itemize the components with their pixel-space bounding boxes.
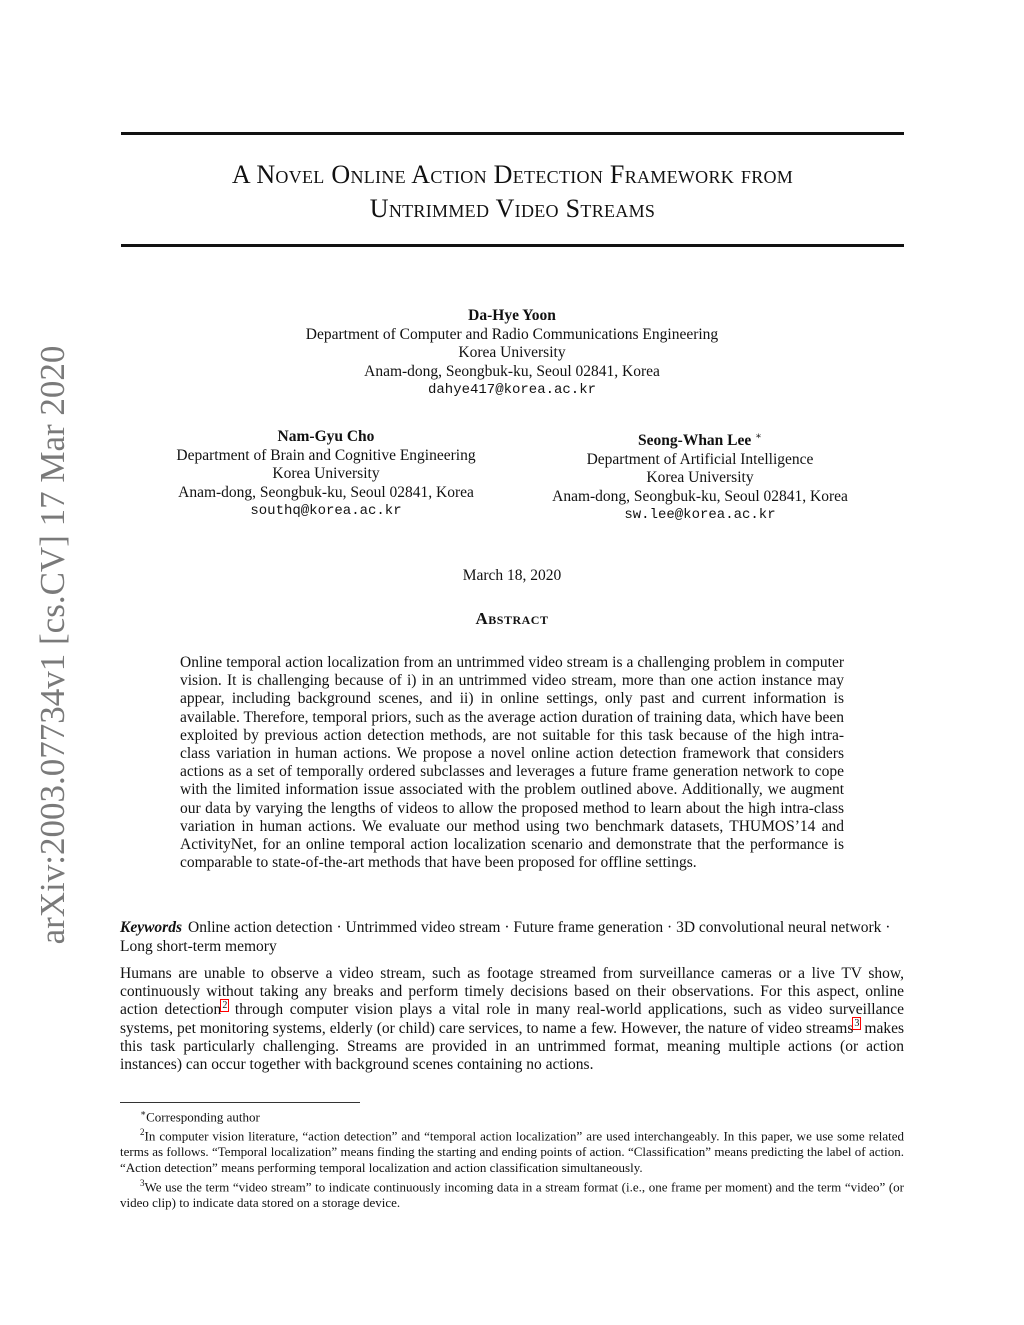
author-department: Department of Artificial Intelligence: [586, 450, 814, 468]
author-name-line: [520, 428, 880, 451]
arxiv-identifier: arXiv:2003.07734v1 [cs.CV] 17 Mar 2020: [33, 345, 72, 945]
paper-title: [121, 158, 904, 226]
author-university: Korea University: [458, 344, 566, 361]
footnote-2: [120, 1125, 904, 1176]
keywords-label: Keywords: [120, 919, 182, 936]
author-email[interactable]: southq@korea.ac.kr: [250, 503, 402, 519]
footnote-divider: [120, 1102, 360, 1103]
title-rule-top: [121, 132, 904, 135]
author-block-1: [212, 307, 812, 400]
author-address: Anam-dong, Seongbuk-ku, Seoul 02841, Korea: [178, 483, 474, 501]
footnote-text: In computer vision literature, “action detection” and “temporal action localization” are used interchangeably. In this paper, we use some related terms as follows. “Temporal localization” means finding the starting and ending points of action. “Classification” means predicting the label of action. “Action detection” means performing temporal localization and action classification simultaneously.: [120, 1128, 904, 1176]
footnote-link-3[interactable]: 3: [854, 1018, 860, 1030]
footnote-mark: ∗: [140, 1108, 147, 1118]
title-line-2: Untrimmed Video Streams: [369, 194, 656, 223]
footnote-text: We use the term “video stream” to indicate continuously incoming data in a stream format (i.e., one frame per moment) and the term “video” (or video clip) to indicate data stored on a storage device.: [120, 1179, 904, 1210]
author-address: Anam-dong, Seongbuk-ku, Seoul 02841, Korea: [552, 487, 848, 505]
author-name: Nam-Gyu Cho: [277, 428, 375, 445]
intro-text-3: makes this task particularly challenging. Streams are provided in an untrimmed format, meaning multiple actions (or action instances) can occur together with background scenes containing no actions.: [120, 1019, 904, 1074]
author-block-3: [520, 428, 880, 525]
corresponding-mark: ∗: [755, 431, 762, 442]
footnote-text: Corresponding author: [146, 1109, 260, 1125]
author-block-2: [146, 428, 506, 521]
author-department: Department of Brain and Cognitive Engineering: [176, 446, 476, 464]
abstract-heading: Abstract: [475, 609, 549, 628]
abstract-text: Online temporal action localization from an untrimmed video stream is a challenging problem in computer vision. It is challenging because of i) in an untrimmed video stream, more than one action instance may appear, including background scenes, and ii) in online settings, only past and current information is available. Therefore, temporal priors, such as the average action duration of training data, which have been exploited by previous action detection methods, are not suitable for this task because of the high intra-class variation in human actions. We propose a novel online action detection framework that considers actions as a set of temporally ordered subclasses and leverages a future frame generation network to cope with the limited information issue associated with the problem outlined above. Additionally, we augment our data by varying the lengths of videos to allow the proposed method to learn about the high intra-class variation in human actions. We evaluate our method using two benchmark datasets, THUMOS’14 and ActivityNet, for an online temporal action localization scenario and demonstrate that the performance is comparable to state-of-the-art methods that have been proposed for offline settings.: [180, 654, 844, 872]
footnote-1: [120, 1106, 904, 1125]
footnotes: [120, 1106, 904, 1211]
author-university: Korea University: [272, 465, 380, 482]
author-name: Seong-Whan Lee: [638, 432, 752, 450]
intro-text-1: Humans are unable to observe a video stream, such as footage streamed from surveillance cameras or a live TV show, continuously without taking any breaks and perform timely decisions based on their observations. For this aspect, online action detection: [120, 965, 904, 1019]
intro-paragraph: [120, 965, 904, 1074]
author-name: Da-Hye Yoon: [468, 307, 556, 324]
footnote-mark: 2: [140, 1127, 145, 1138]
author-email[interactable]: dahye417@korea.ac.kr: [427, 382, 597, 398]
paper-date: March 18, 2020: [462, 567, 562, 584]
footnote-mark: 3: [140, 1177, 145, 1188]
author-university: Korea University: [646, 469, 754, 487]
title-line-1: A Novel Online Action Detection Framework from: [231, 160, 794, 189]
author-email[interactable]: sw.lee@korea.ac.kr: [624, 507, 776, 524]
footnote-link-2[interactable]: 2: [222, 1000, 228, 1012]
intro-text-2: through computer vision plays a vital role in many real-world applications, such as video surveillance systems, pet monitoring systems, elderly (or child) care services, to name a few. However, the nature of video streams: [120, 1001, 904, 1037]
footnote-3: [120, 1176, 904, 1211]
author-address: Anam-dong, Seongbuk-ku, Seoul 02841, Korea: [364, 362, 660, 380]
keywords-text: Online action detection · Untrimmed video stream · Future frame generation · 3D convolutional neural network · Long short-term memory: [120, 919, 891, 955]
keywords: [120, 919, 904, 956]
author-department: Department of Computer and Radio Communications Engineering: [305, 325, 719, 343]
title-rule-bottom: [121, 244, 904, 247]
